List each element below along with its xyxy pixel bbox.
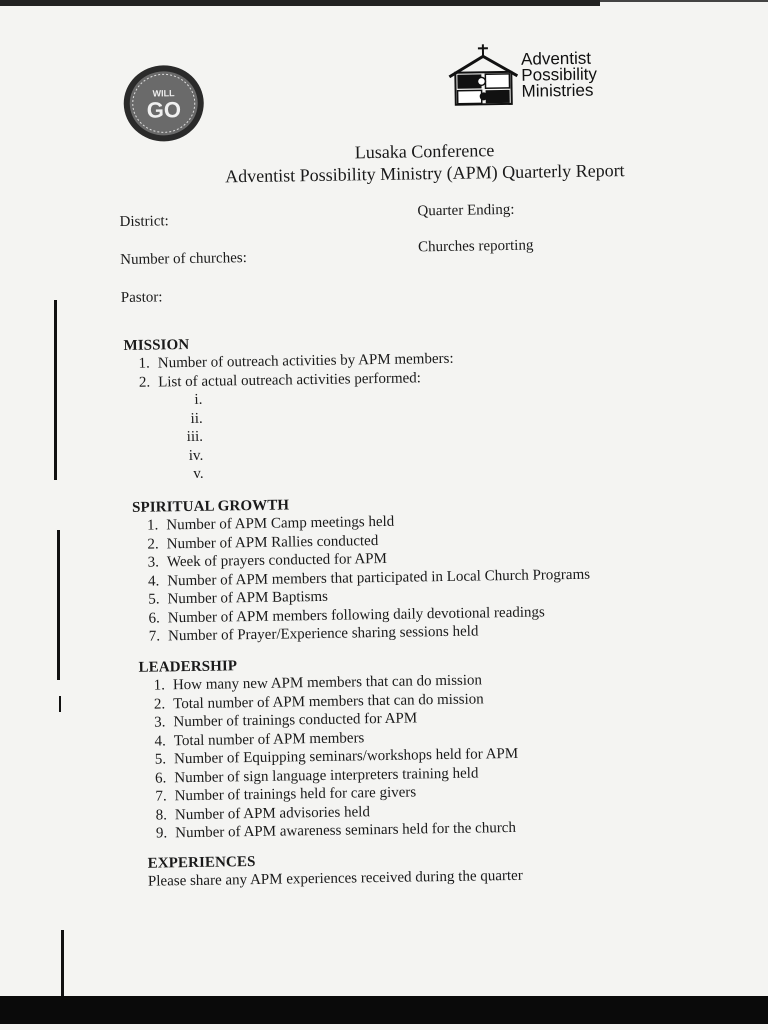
apm-logo-line: Adventist [521,50,641,68]
pastor-field: Pastor: [121,289,163,307]
list-item: 2. Number of APM Rallies conducted [133,528,590,554]
sub-list-item: v. [173,465,203,484]
mission-heading: MISSION [123,337,189,355]
list-item: 7. Number of trainings held for care givers [140,782,518,806]
sub-list-item: iv. [173,446,203,465]
district-field: District: [119,213,168,231]
list-item: 5. Number of APM Baptisms [133,584,590,610]
experiences-prompt: Please share any APM experiences received during the quarter [148,868,523,891]
churches-reporting-field: Churches reporting [418,238,534,257]
spiritual-growth-list [132,510,591,647]
will-go-seal-logo [121,63,206,144]
report-title: Adventist Possibility Ministry (APM) Quarterly Report [0,157,768,192]
apm-logo-text [521,50,642,100]
conference-title: Lusaka Conference [0,135,768,170]
mission-list [124,350,454,392]
svg-text:WILL: WILL [153,88,176,98]
list-item: 4. Total number of APM members [140,726,518,750]
number-of-churches-field: Number of churches: [120,250,247,269]
list-item: 3. Number of trainings conducted for APM [139,708,517,732]
list-item: 8. Number of APM advisories held [141,800,519,824]
list-item: 9. Number of APM awareness seminars held for the church [141,819,519,843]
leadership-list [139,671,520,843]
list-item: 2. List of actual outreach activities performed: [124,368,454,392]
list-item: 6. Number of APM members following daily devotional readings [134,602,591,628]
leadership-heading: LEADERSHIP [138,658,237,677]
apm-logo-line: Possibility [521,66,641,84]
spiritual-growth-heading: SPIRITUAL GROWTH [132,497,289,516]
svg-text:GO: GO [147,97,182,123]
sub-list-item: ii. [173,409,203,428]
quarter-ending-field: Quarter Ending: [417,202,514,221]
apm-logo-line: Ministries [521,82,641,100]
list-item: 3. Week of prayers conducted for APM [133,547,590,573]
list-item: 5. Number of Equipping seminars/workshops held for APM [140,745,518,769]
apm-house-logo [445,42,522,109]
mission-sub-list [172,391,203,484]
list-item: 7. Number of Prayer/Experience sharing sessions held [134,621,591,647]
list-item: 1. Number of outreach activities by APM members: [124,350,454,374]
list-item: 6. Number of sign language interpreters training held [140,763,518,787]
experiences-heading: EXPERIENCES [148,854,256,873]
sub-list-item: i. [172,391,202,410]
sub-list-item: iii. [173,428,203,447]
list-item: 2. Total number of APM members that can do mission [139,689,517,713]
list-item: 4. Number of APM members that participated in Local Church Programs [133,565,590,591]
list-item: 1. How many new APM members that can do mission [139,671,517,695]
list-item: 1. Number of APM Camp meetings held [132,510,589,536]
